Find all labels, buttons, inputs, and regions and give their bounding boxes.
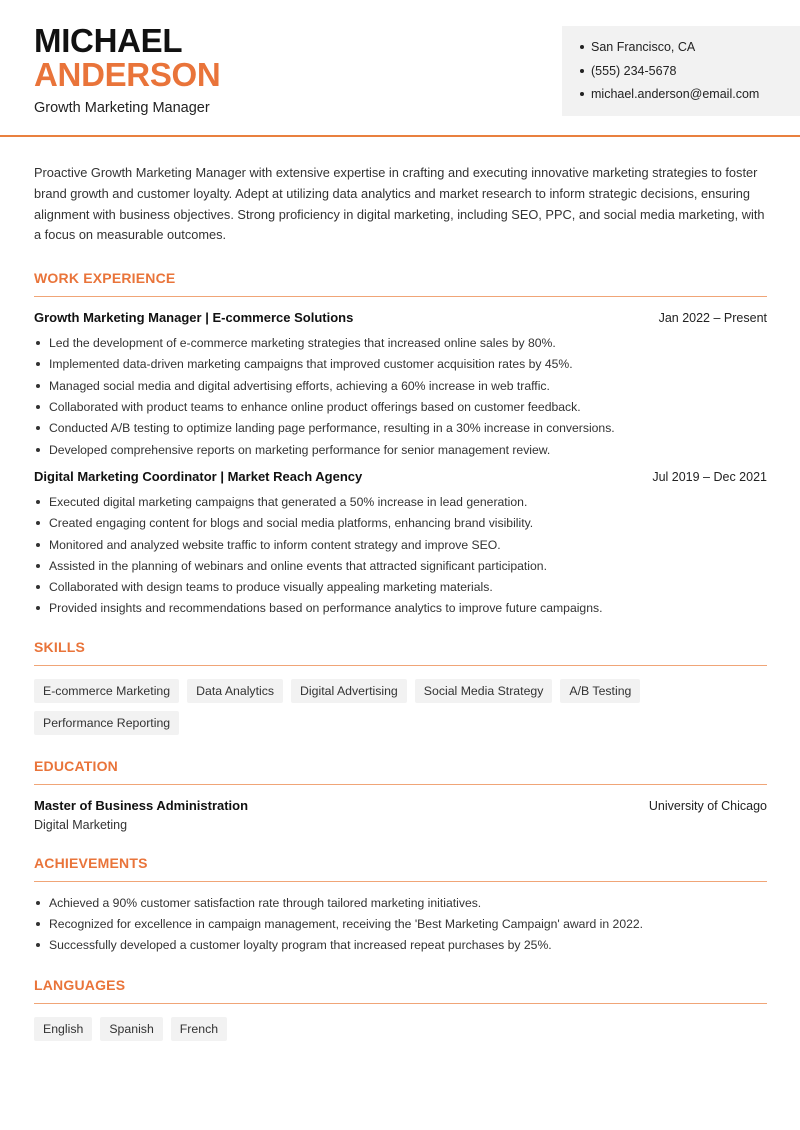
list-item: Assisted in the planning of webinars and online events that attracted significant participation. xyxy=(34,558,767,579)
language-chip: English xyxy=(34,1017,92,1041)
skills-section xyxy=(34,639,767,735)
job-entry xyxy=(34,469,767,622)
section-title-education: EDUCATION xyxy=(34,758,767,785)
list-item: Collaborated with product teams to enhance online product offerings based on customer feedback. xyxy=(34,399,767,420)
job-bullets xyxy=(34,335,767,463)
bullet-icon xyxy=(36,426,40,430)
skill-chip: E-commerce Marketing xyxy=(34,679,179,703)
languages-section xyxy=(34,977,767,1041)
bullet-icon xyxy=(36,341,40,345)
contact-location: San Francisco, CA xyxy=(580,39,800,63)
job-dates: Jan 2022 – Present xyxy=(658,311,767,326)
bullet-icon xyxy=(36,922,40,926)
job-bullets xyxy=(34,494,767,622)
bullet-icon xyxy=(36,521,40,525)
skill-chip: A/B Testing xyxy=(560,679,640,703)
job-role: Growth Marketing Manager | E-commerce Solutions xyxy=(34,310,354,326)
list-item: Managed social media and digital advertising efforts, achieving a 60% increase in web traffic. xyxy=(34,378,767,399)
bullet-icon xyxy=(36,405,40,409)
candidate-name xyxy=(34,24,220,92)
bullet-icon xyxy=(580,69,584,73)
school-name: University of Chicago xyxy=(648,798,767,813)
skill-chip: Performance Reporting xyxy=(34,711,179,735)
bullet-icon xyxy=(36,543,40,547)
list-item: Executed digital marketing campaigns that generated a 50% increase in lead generation. xyxy=(34,494,767,515)
skills-list xyxy=(34,679,767,735)
field-of-study: Digital Marketing xyxy=(34,817,128,832)
education-section xyxy=(34,758,767,832)
bullet-icon xyxy=(36,943,40,947)
job-dates: Jul 2019 – Dec 2021 xyxy=(652,469,767,484)
bullet-icon xyxy=(36,448,40,452)
list-item: Developed comprehensive reports on marketing performance for senior management review. xyxy=(34,442,767,463)
list-item: Collaborated with design teams to produce visually appealing marketing materials. xyxy=(34,579,767,600)
bullet-icon xyxy=(36,362,40,366)
skill-chip: Digital Advertising xyxy=(291,679,407,703)
contact-box xyxy=(562,26,800,116)
section-title-work: WORK EXPERIENCE xyxy=(34,270,767,297)
contact-phone: (555) 234-5678 xyxy=(580,63,800,87)
resume-header xyxy=(0,0,800,137)
list-item: Successfully developed a customer loyalty program that increased repeat purchases by 25%. xyxy=(34,937,767,958)
resume-body xyxy=(34,163,767,1041)
achievements-section xyxy=(34,855,767,959)
degree-name: Master of Business Administration xyxy=(34,797,249,813)
bullet-icon xyxy=(36,606,40,610)
section-title-languages: LANGUAGES xyxy=(34,977,767,1004)
list-item: Provided insights and recommendations based on performance analytics to improve future campaigns. xyxy=(34,600,767,621)
list-item: Recognized for excellence in campaign management, receiving the 'Best Marketing Campaign' award in 2022. xyxy=(34,916,767,937)
bullet-icon xyxy=(36,500,40,504)
job-title: Growth Marketing Manager xyxy=(34,100,210,116)
first-name: MICHAEL xyxy=(34,22,183,59)
work-experience-section xyxy=(34,270,767,622)
language-chip: Spanish xyxy=(100,1017,162,1041)
list-item: Created engaging content for blogs and social media platforms, enhancing brand visibility. xyxy=(34,515,767,536)
bullet-icon xyxy=(36,901,40,905)
list-item: Implemented data-driven marketing campaigns that improved customer acquisition rates by 45%. xyxy=(34,356,767,377)
language-chip: French xyxy=(171,1017,227,1041)
bullet-icon xyxy=(36,564,40,568)
list-item: Achieved a 90% customer satisfaction rate through tailored marketing initiatives. xyxy=(34,895,767,916)
bullet-icon xyxy=(580,92,584,96)
skill-chip: Social Media Strategy xyxy=(415,679,553,703)
list-item: Conducted A/B testing to optimize landing page performance, resulting in a 30% increase in conversions. xyxy=(34,420,767,441)
languages-list xyxy=(34,1017,767,1041)
skill-chip: Data Analytics xyxy=(187,679,283,703)
professional-summary: Proactive Growth Marketing Manager with extensive expertise in crafting and executing innovative marketing strategies to foster brand growth and customer loyalty. Adept at utilizing data analytics and market research to inform strategic decisions, ensuring alignment with business objectives. Strong proficiency in digital marketing, including SEO, PPC, and social media marketing, with a focus on measurable outcomes. xyxy=(34,165,765,243)
last-name: ANDERSON xyxy=(34,56,221,93)
list-item: Led the development of e-commerce marketing strategies that increased online sales by 80%. xyxy=(34,335,767,356)
bullet-icon xyxy=(36,384,40,388)
contact-email[interactable]: michael.anderson@email.com xyxy=(580,86,800,110)
list-item: Monitored and analyzed website traffic to inform content strategy and improve SEO. xyxy=(34,537,767,558)
job-role: Digital Marketing Coordinator | Market Reach Agency xyxy=(34,468,363,484)
bullet-icon xyxy=(36,585,40,589)
section-title-achievements: ACHIEVEMENTS xyxy=(34,855,767,882)
bullet-icon xyxy=(580,45,584,49)
job-entry xyxy=(34,310,767,463)
achievements-list xyxy=(34,895,767,959)
section-title-skills: SKILLS xyxy=(34,639,767,666)
contact-list xyxy=(580,39,800,110)
